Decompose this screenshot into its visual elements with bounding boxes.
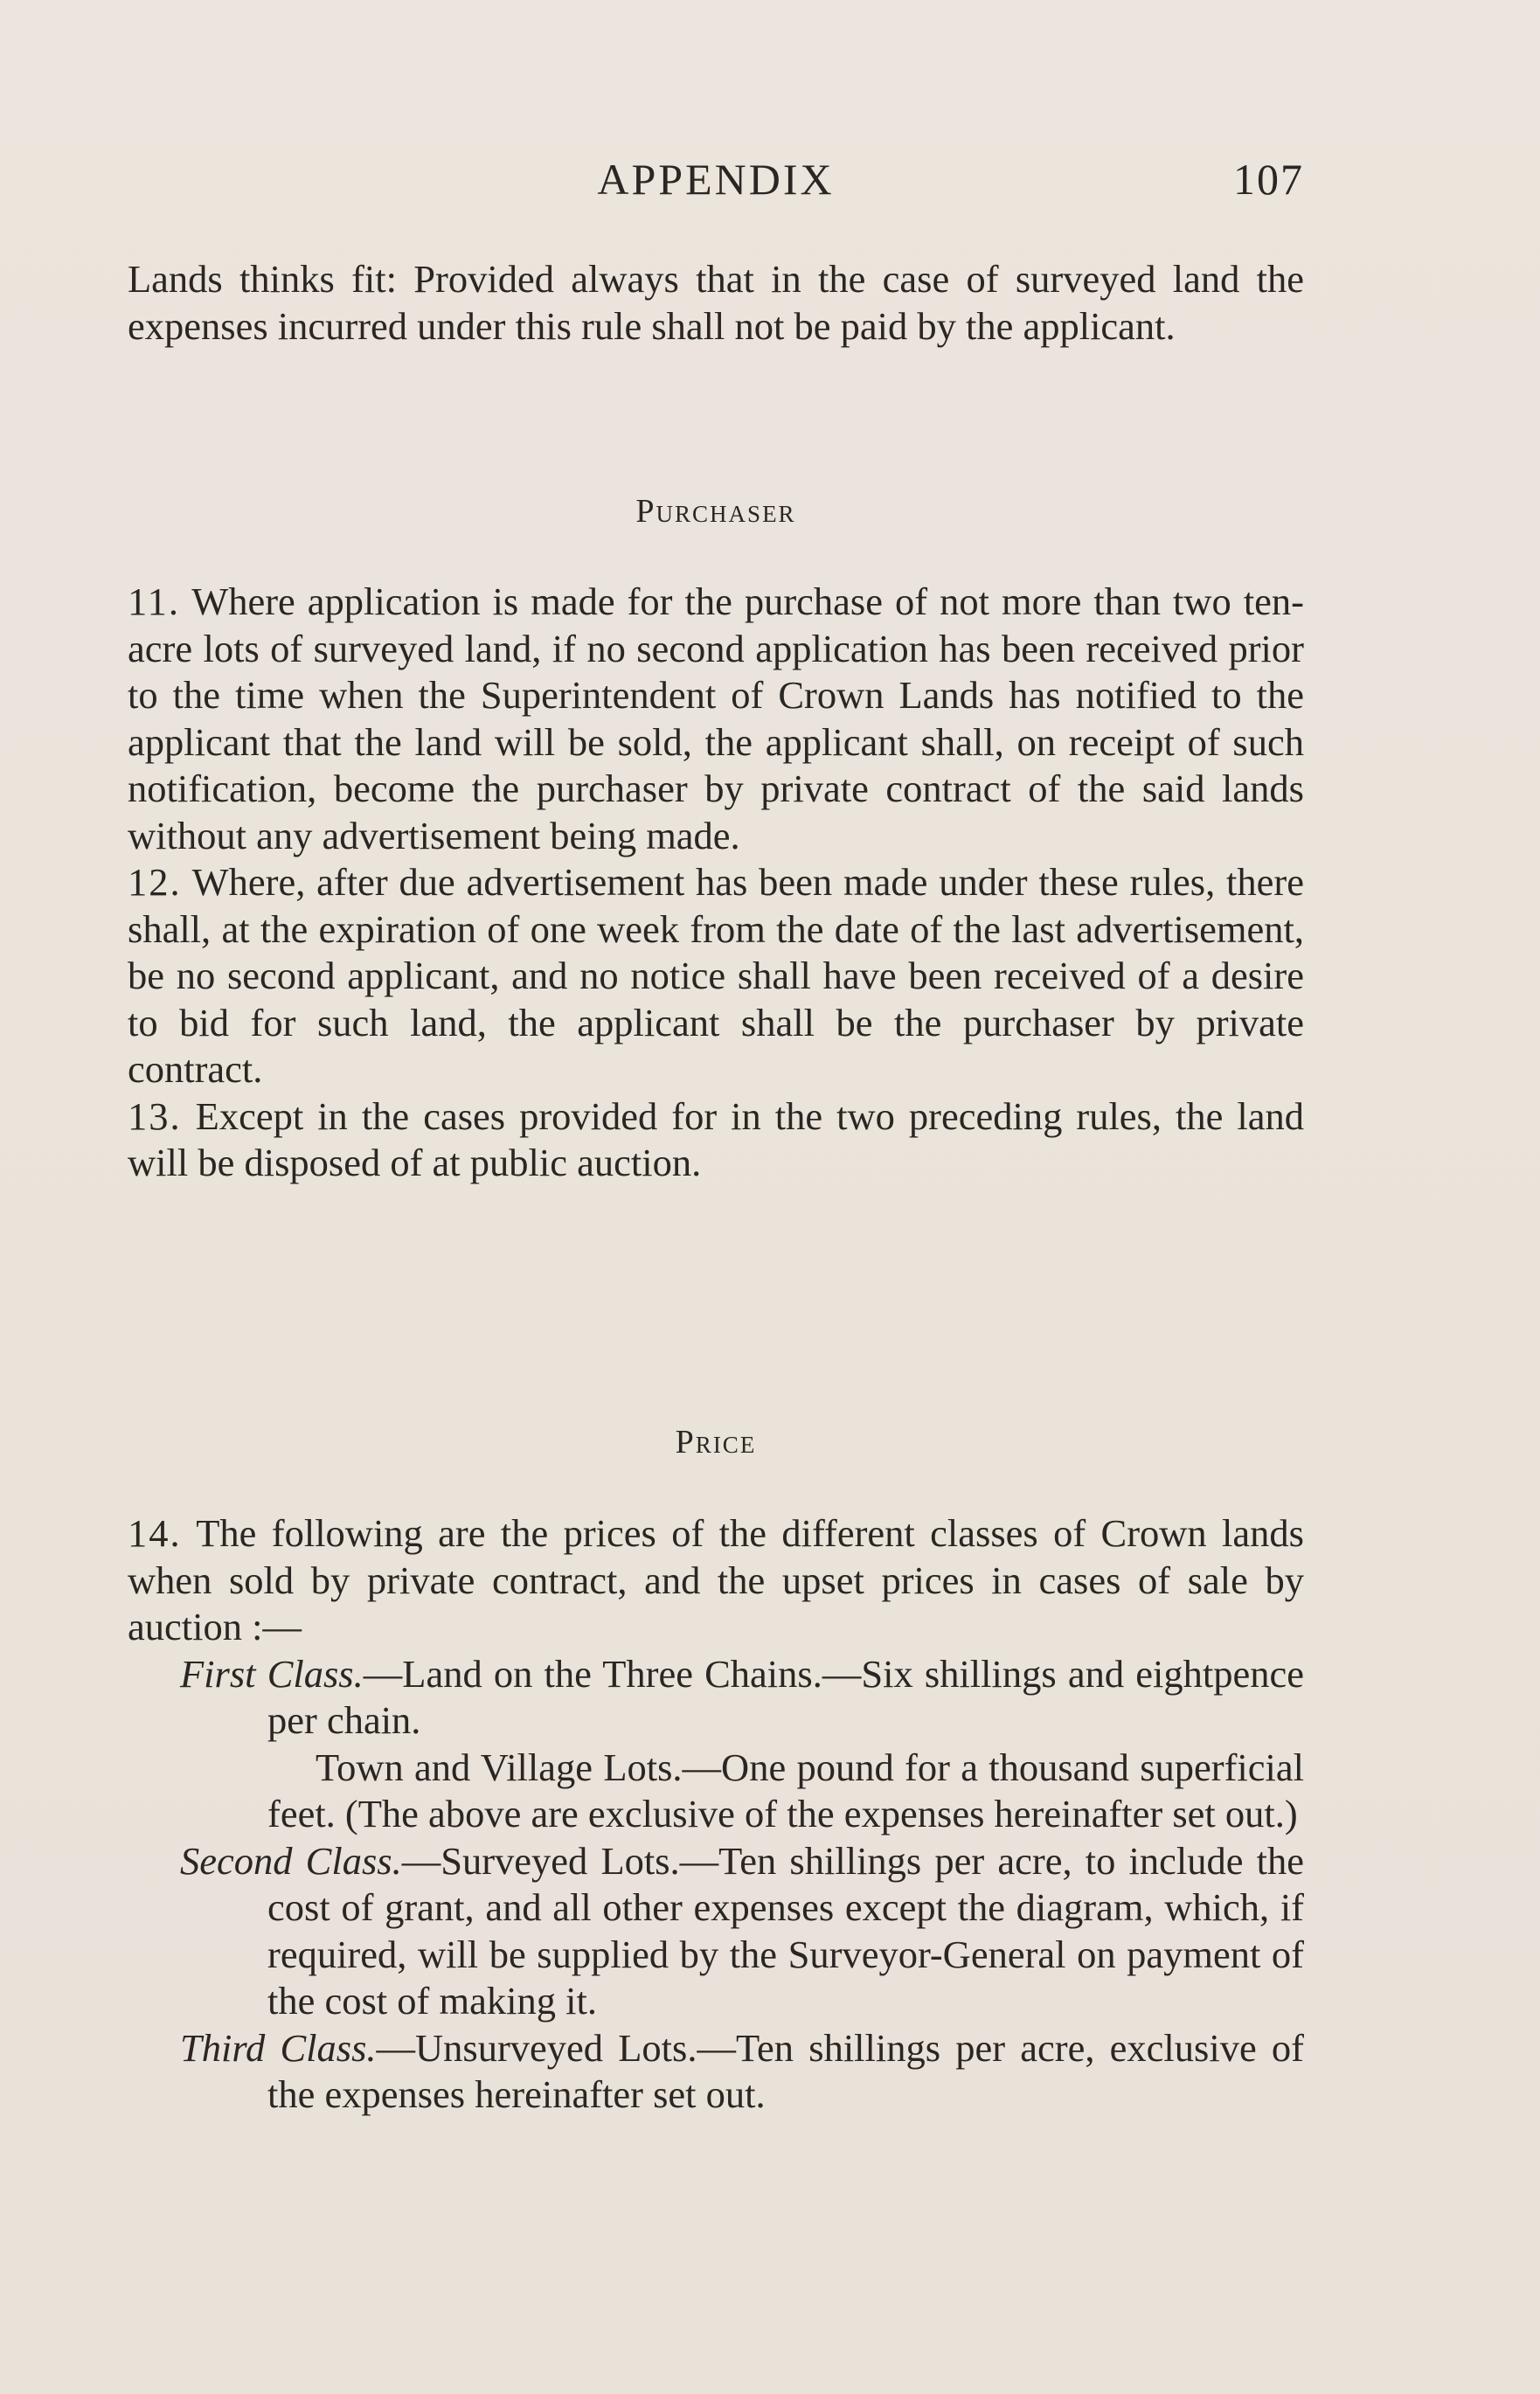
running-head: APPENDIX: [597, 155, 835, 204]
rule-number: 13.: [128, 1093, 182, 1138]
rule-text: Where, after due advertisement has been made under these rules, there shall, at the expiration of one week from the date of the last advertisement, be no second applicant, and no notice shall have been received of a desire to bid for such land, the applicant shall be the purchaser by private contract.: [128, 860, 1304, 1091]
rule-11: [128, 579, 1304, 859]
rule-number: 14.: [128, 1511, 182, 1555]
rule-14: [128, 1510, 1304, 1651]
rule-number: 11.: [128, 579, 180, 623]
rule-number: 12.: [128, 860, 182, 904]
section-heading-price: Price: [675, 1424, 757, 1461]
rule-text: Except in the cases provided for in the two preceding rules, the land will be disposed of at public auction.: [128, 1093, 1304, 1184]
rule-13: [128, 1093, 1304, 1187]
second-class-label: Second Class.: [180, 1838, 402, 1883]
town-village-text: Town and Village Lots.—One pound for a thousand superficial feet. (The above are exclusive of the expenses hereinafter set out.): [267, 1745, 1304, 1835]
price-rules: [128, 1510, 1304, 2119]
second-class-text: —Surveyed Lots.—Ten shillings per acre, to include the cost of grant, and all other expenses except the diagram, which, if required, will be supplied by the Surveyor-General on payment of the cost of making it.: [267, 1838, 1304, 2023]
first-class-label: First Class.: [180, 1651, 364, 1696]
continuation-paragraph: [128, 256, 1304, 350]
town-village-entry: [128, 1745, 1304, 1838]
third-class-text: —Unsurveyed Lots.—Ten shillings per acre, exclusive of the expenses hereinafter set out.: [267, 2025, 1304, 2116]
rule-text: Where application is made for the purchase of not more than two ten-acre lots of surveyed land, if no second application has been received prior to the time when the Superintendent of Crown Lands has notified to the applicant that the land will be sold, the applicant shall, on receipt of such notification, become the purchaser by private contract of the said lands without any advertisement being made.: [128, 579, 1304, 857]
second-class-entry: [128, 1838, 1304, 2025]
purchaser-rules: [128, 579, 1304, 1187]
page-header: [128, 154, 1304, 215]
rule-12: [128, 859, 1304, 1093]
third-class-entry: [128, 2025, 1304, 2119]
continuation-text: Lands thinks fit: Provided always that in the case of surveyed land the expenses incurred under this rule shall not be paid by the applicant.: [128, 257, 1304, 348]
first-class-entry: [128, 1651, 1304, 1745]
rule-text: The following are the prices of the different classes of Crown lands when sold by private contract, and the upset prices in cases of sale by auction :—: [128, 1511, 1304, 1648]
first-class-text: —Land on the Three Chains.—Six shillings and eightpence per chain.: [267, 1651, 1305, 1742]
third-class-label: Third Class.: [180, 2025, 377, 2070]
page-number: 107: [1233, 155, 1304, 204]
section-heading-purchaser: Purchaser: [635, 493, 796, 530]
